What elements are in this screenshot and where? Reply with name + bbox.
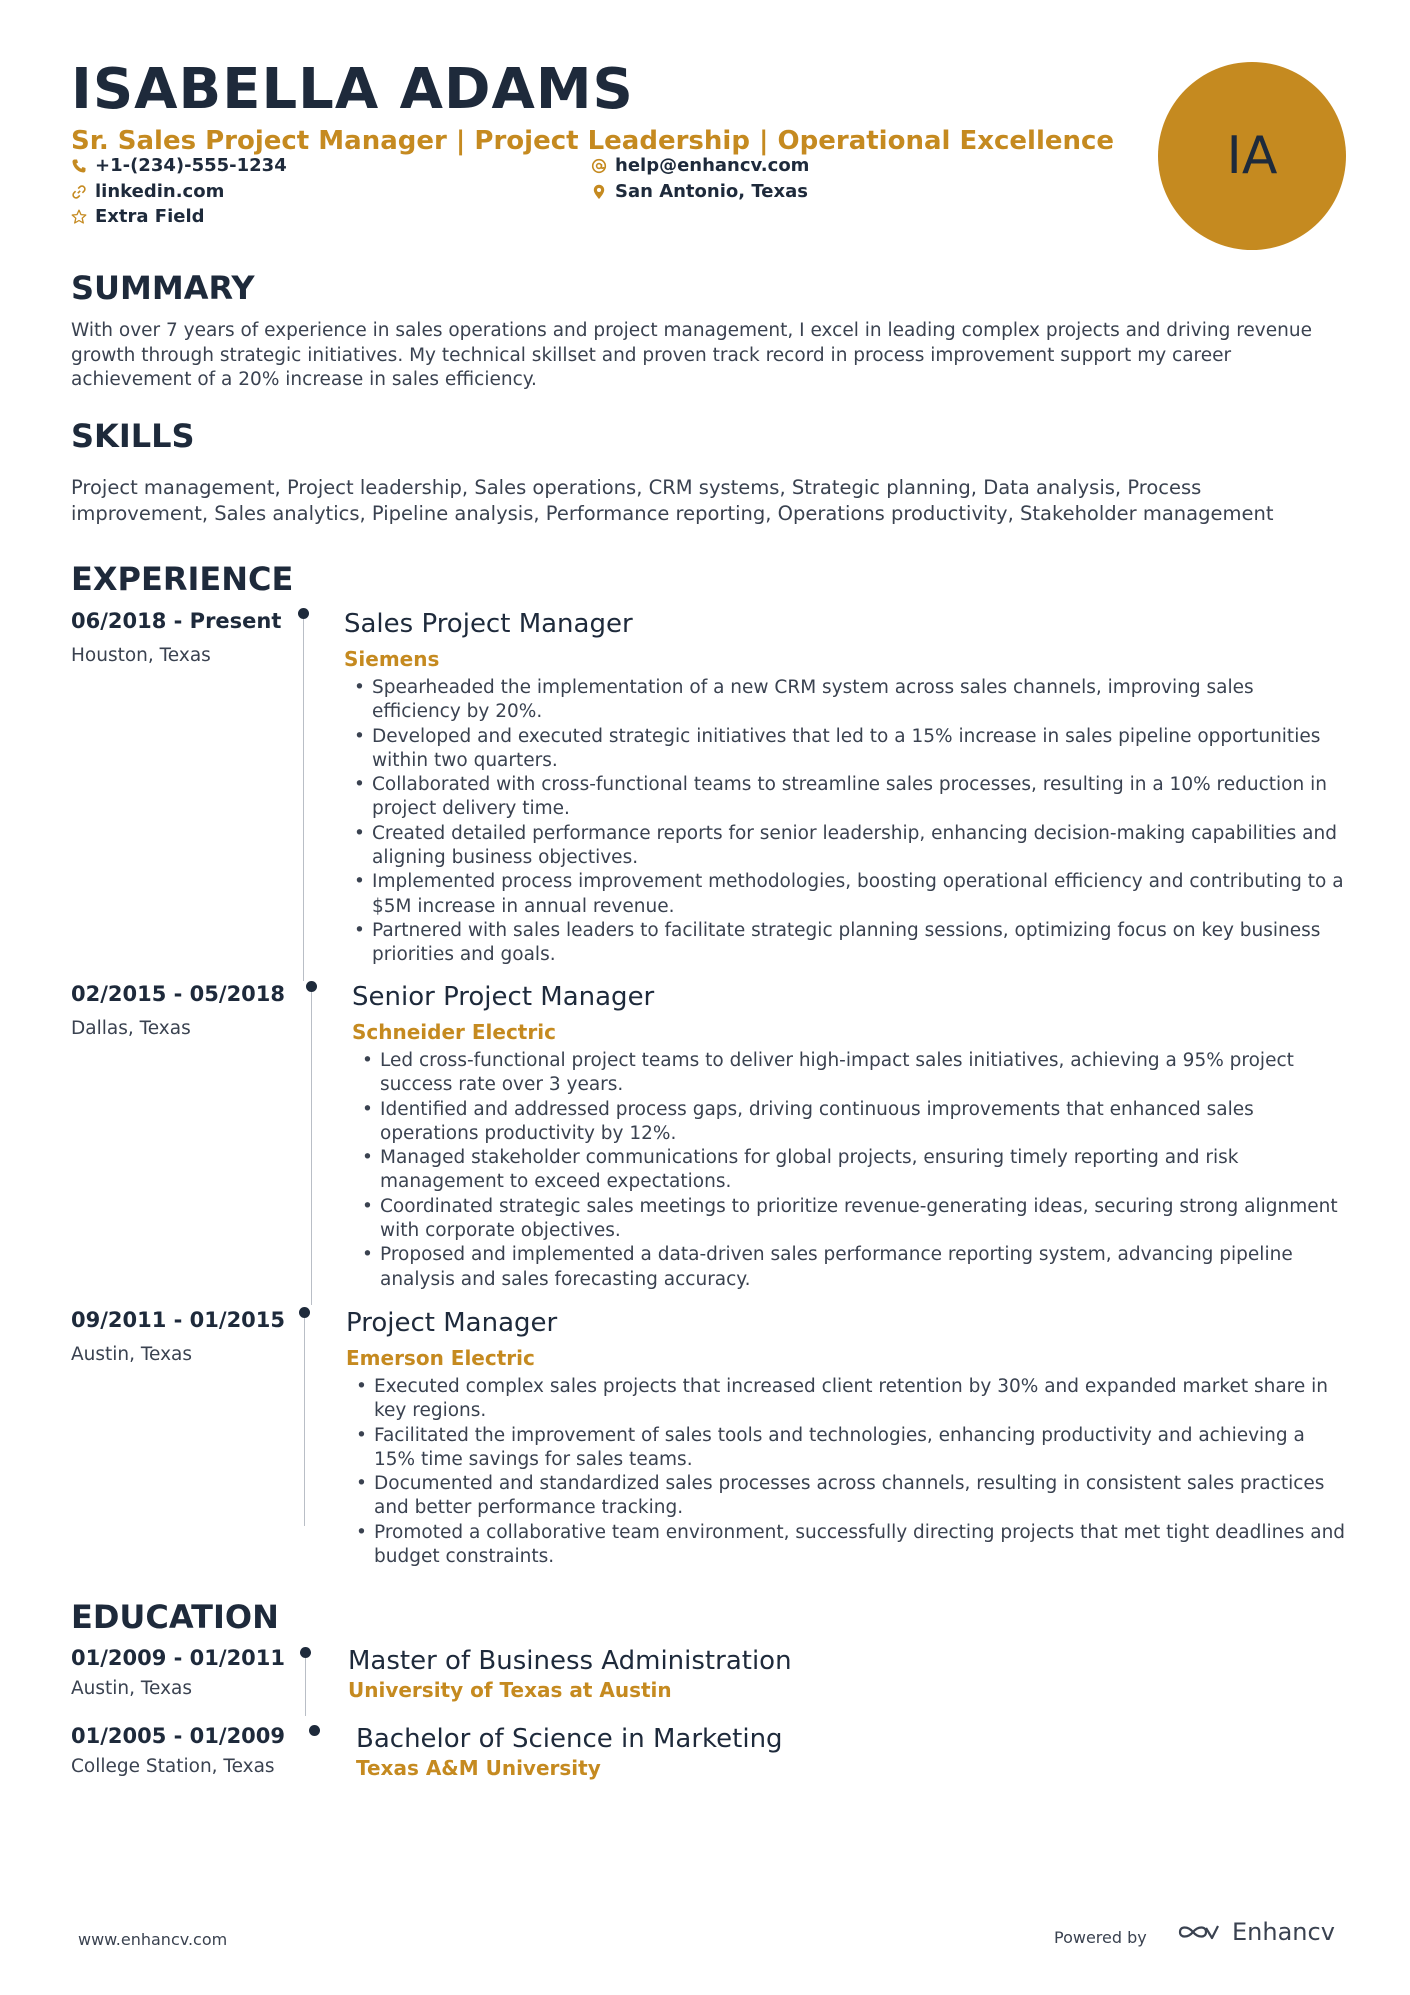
education-degree: Bachelor of Science in Marketing xyxy=(356,1724,783,1754)
bullet-item: • Partnered with sales leaders to facilitate strategic planning sessions, optimizing focus on key business priorities and goals. xyxy=(348,919,1348,968)
experience-dates: 02/2015 - 05/2018 xyxy=(71,982,286,1006)
bullet-item: • Collaborated with cross-functional teams to streamline sales processes, resulting in a 10% reduction in project delivery time. xyxy=(348,773,1348,822)
experience-dates: 09/2011 - 01/2015 xyxy=(71,1308,286,1332)
footer-powered-by: Powered by xyxy=(1054,1928,1147,1947)
experience-role: Senior Project Manager xyxy=(352,982,655,1012)
timeline-dot xyxy=(299,1307,310,1318)
experience-dates: 06/2018 - Present xyxy=(71,609,282,633)
bullet-item: • Promoted a collaborative team environment, successfully directing projects that met tight deadlines and budget constraints. xyxy=(350,1521,1350,1570)
skills-heading: SKILLS xyxy=(71,417,195,455)
timeline-line xyxy=(304,1318,305,1526)
candidate-name: ISABELLA ADAMS xyxy=(71,57,634,122)
timeline-dot xyxy=(309,1725,320,1736)
footer-brand-name: Enhancv xyxy=(1232,1918,1335,1946)
bullet-item: • Led cross-functional project teams to deliver high-impact sales initiatives, achieving a 95% project success rate over 3 years. xyxy=(356,1049,1356,1098)
avatar-initials: IA xyxy=(1226,126,1278,186)
summary-heading: SUMMARY xyxy=(71,269,255,307)
experience-bullets xyxy=(356,1049,1356,1292)
contact-location xyxy=(591,180,808,204)
bullet-item: • Spearheaded the implementation of a new CRM system across sales channels, improving sales efficiency by 20%. xyxy=(348,676,1348,725)
bullet-item: • Executed complex sales projects that increased client retention by 30% and expanded market share in key regions. xyxy=(350,1375,1350,1424)
contact-linkedin[interactable] xyxy=(71,180,224,204)
bullet-item: • Identified and addressed process gaps, driving continuous improvements that enhanced sales operations productivity by 12%. xyxy=(356,1098,1356,1147)
bullet-item: • Proposed and implemented a data-driven sales performance reporting system, advancing pipeline analysis and sales forecasting accuracy. xyxy=(356,1243,1356,1292)
summary-text: With over 7 years of experience in sales operations and project management, I excel in leading complex projects and driving revenue growth through strategic initiatives. My technical skillset and proven track record in process improvement support my career achievement of a 20% increase in sales efficiency. xyxy=(71,320,1312,390)
experience-bullets xyxy=(348,676,1348,968)
education-dates: 01/2005 - 01/2009 xyxy=(71,1724,286,1748)
bullet-item: • Facilitated the improvement of sales tools and technologies, enhancing productivity and achieving a 15% time savings for sales teams. xyxy=(350,1424,1350,1473)
experience-role: Project Manager xyxy=(346,1308,558,1338)
experience-company: Schneider Electric xyxy=(352,1020,556,1044)
contact-extra-field xyxy=(71,205,205,229)
education-school: Texas A&M University xyxy=(356,1756,601,1780)
bullet-item: • Created detailed performance reports for senior leadership, enhancing decision-making capabilities and aligning business objectives. xyxy=(348,822,1348,871)
experience-location: Austin, Texas xyxy=(71,1344,193,1365)
timeline-line xyxy=(311,992,312,1305)
education-school: University of Texas at Austin xyxy=(348,1678,672,1702)
location-text: San Antonio, Texas xyxy=(615,181,808,202)
education-degree: Master of Business Administration xyxy=(348,1646,792,1676)
education-dates: 01/2009 - 01/2011 xyxy=(71,1646,286,1670)
avatar xyxy=(1158,62,1346,250)
experience-bullets xyxy=(350,1375,1350,1569)
experience-location: Dallas, Texas xyxy=(71,1018,191,1039)
bullet-item: • Coordinated strategic sales meetings to prioritize revenue-generating ideas, securing strong alignment with corporate objectives. xyxy=(356,1195,1356,1244)
footer-website[interactable]: www.enhancv.com xyxy=(78,1930,228,1949)
experience-company: Siemens xyxy=(344,647,440,671)
skills-text: Project management, Project leadership, Sales operations, CRM systems, Strategic planning, Data analysis, Process improvement, Sales analytics, Pipeline analysis, Performance reporting, Operations productivity, Stakeholder management xyxy=(71,476,1274,525)
contact-phone[interactable] xyxy=(71,154,287,178)
at-icon xyxy=(591,158,607,174)
bullet-item: • Managed stakeholder communications for global projects, ensuring timely reporting and risk management to exceed expectations. xyxy=(356,1146,1356,1195)
bullet-item: • Developed and executed strategic initiatives that led to a 15% increase in sales pipeline opportunities within two quarters. xyxy=(348,725,1348,774)
experience-heading: EXPERIENCE xyxy=(71,560,294,598)
bullet-item: • Implemented process improvement methodologies, boosting operational efficiency and contributing to a $5M increase in annual revenue. xyxy=(348,870,1348,919)
experience-role: Sales Project Manager xyxy=(344,609,633,639)
linkedin-text: linkedin.com xyxy=(95,181,225,202)
star-icon xyxy=(71,209,87,225)
timeline-line xyxy=(305,1658,306,1716)
location-pin-icon xyxy=(591,184,607,200)
link-icon xyxy=(71,184,87,200)
education-location: College Station, Texas xyxy=(71,1756,275,1777)
candidate-title: Sr. Sales Project Manager | Project Leadership | Operational Excellence xyxy=(71,126,1115,156)
phone-text: +1-(234)-555-1234 xyxy=(95,155,287,176)
timeline-dot xyxy=(298,608,309,619)
experience-location: Houston, Texas xyxy=(71,645,211,666)
education-heading: EDUCATION xyxy=(71,1598,279,1636)
contact-email[interactable] xyxy=(591,154,809,178)
timeline-line xyxy=(303,619,304,981)
timeline-dot xyxy=(300,1647,311,1658)
timeline-dot xyxy=(306,981,317,992)
extra-field-text: Extra Field xyxy=(95,206,205,227)
enhancv-logo-icon xyxy=(1176,1920,1222,1944)
email-text: help@enhancv.com xyxy=(615,155,810,176)
experience-company: Emerson Electric xyxy=(346,1346,535,1370)
footer-brand[interactable] xyxy=(1176,1918,1335,1946)
education-location: Austin, Texas xyxy=(71,1678,193,1699)
bullet-item: • Documented and standardized sales processes across channels, resulting in consistent sales practices and better performance tracking. xyxy=(350,1472,1350,1521)
phone-icon xyxy=(71,158,87,174)
